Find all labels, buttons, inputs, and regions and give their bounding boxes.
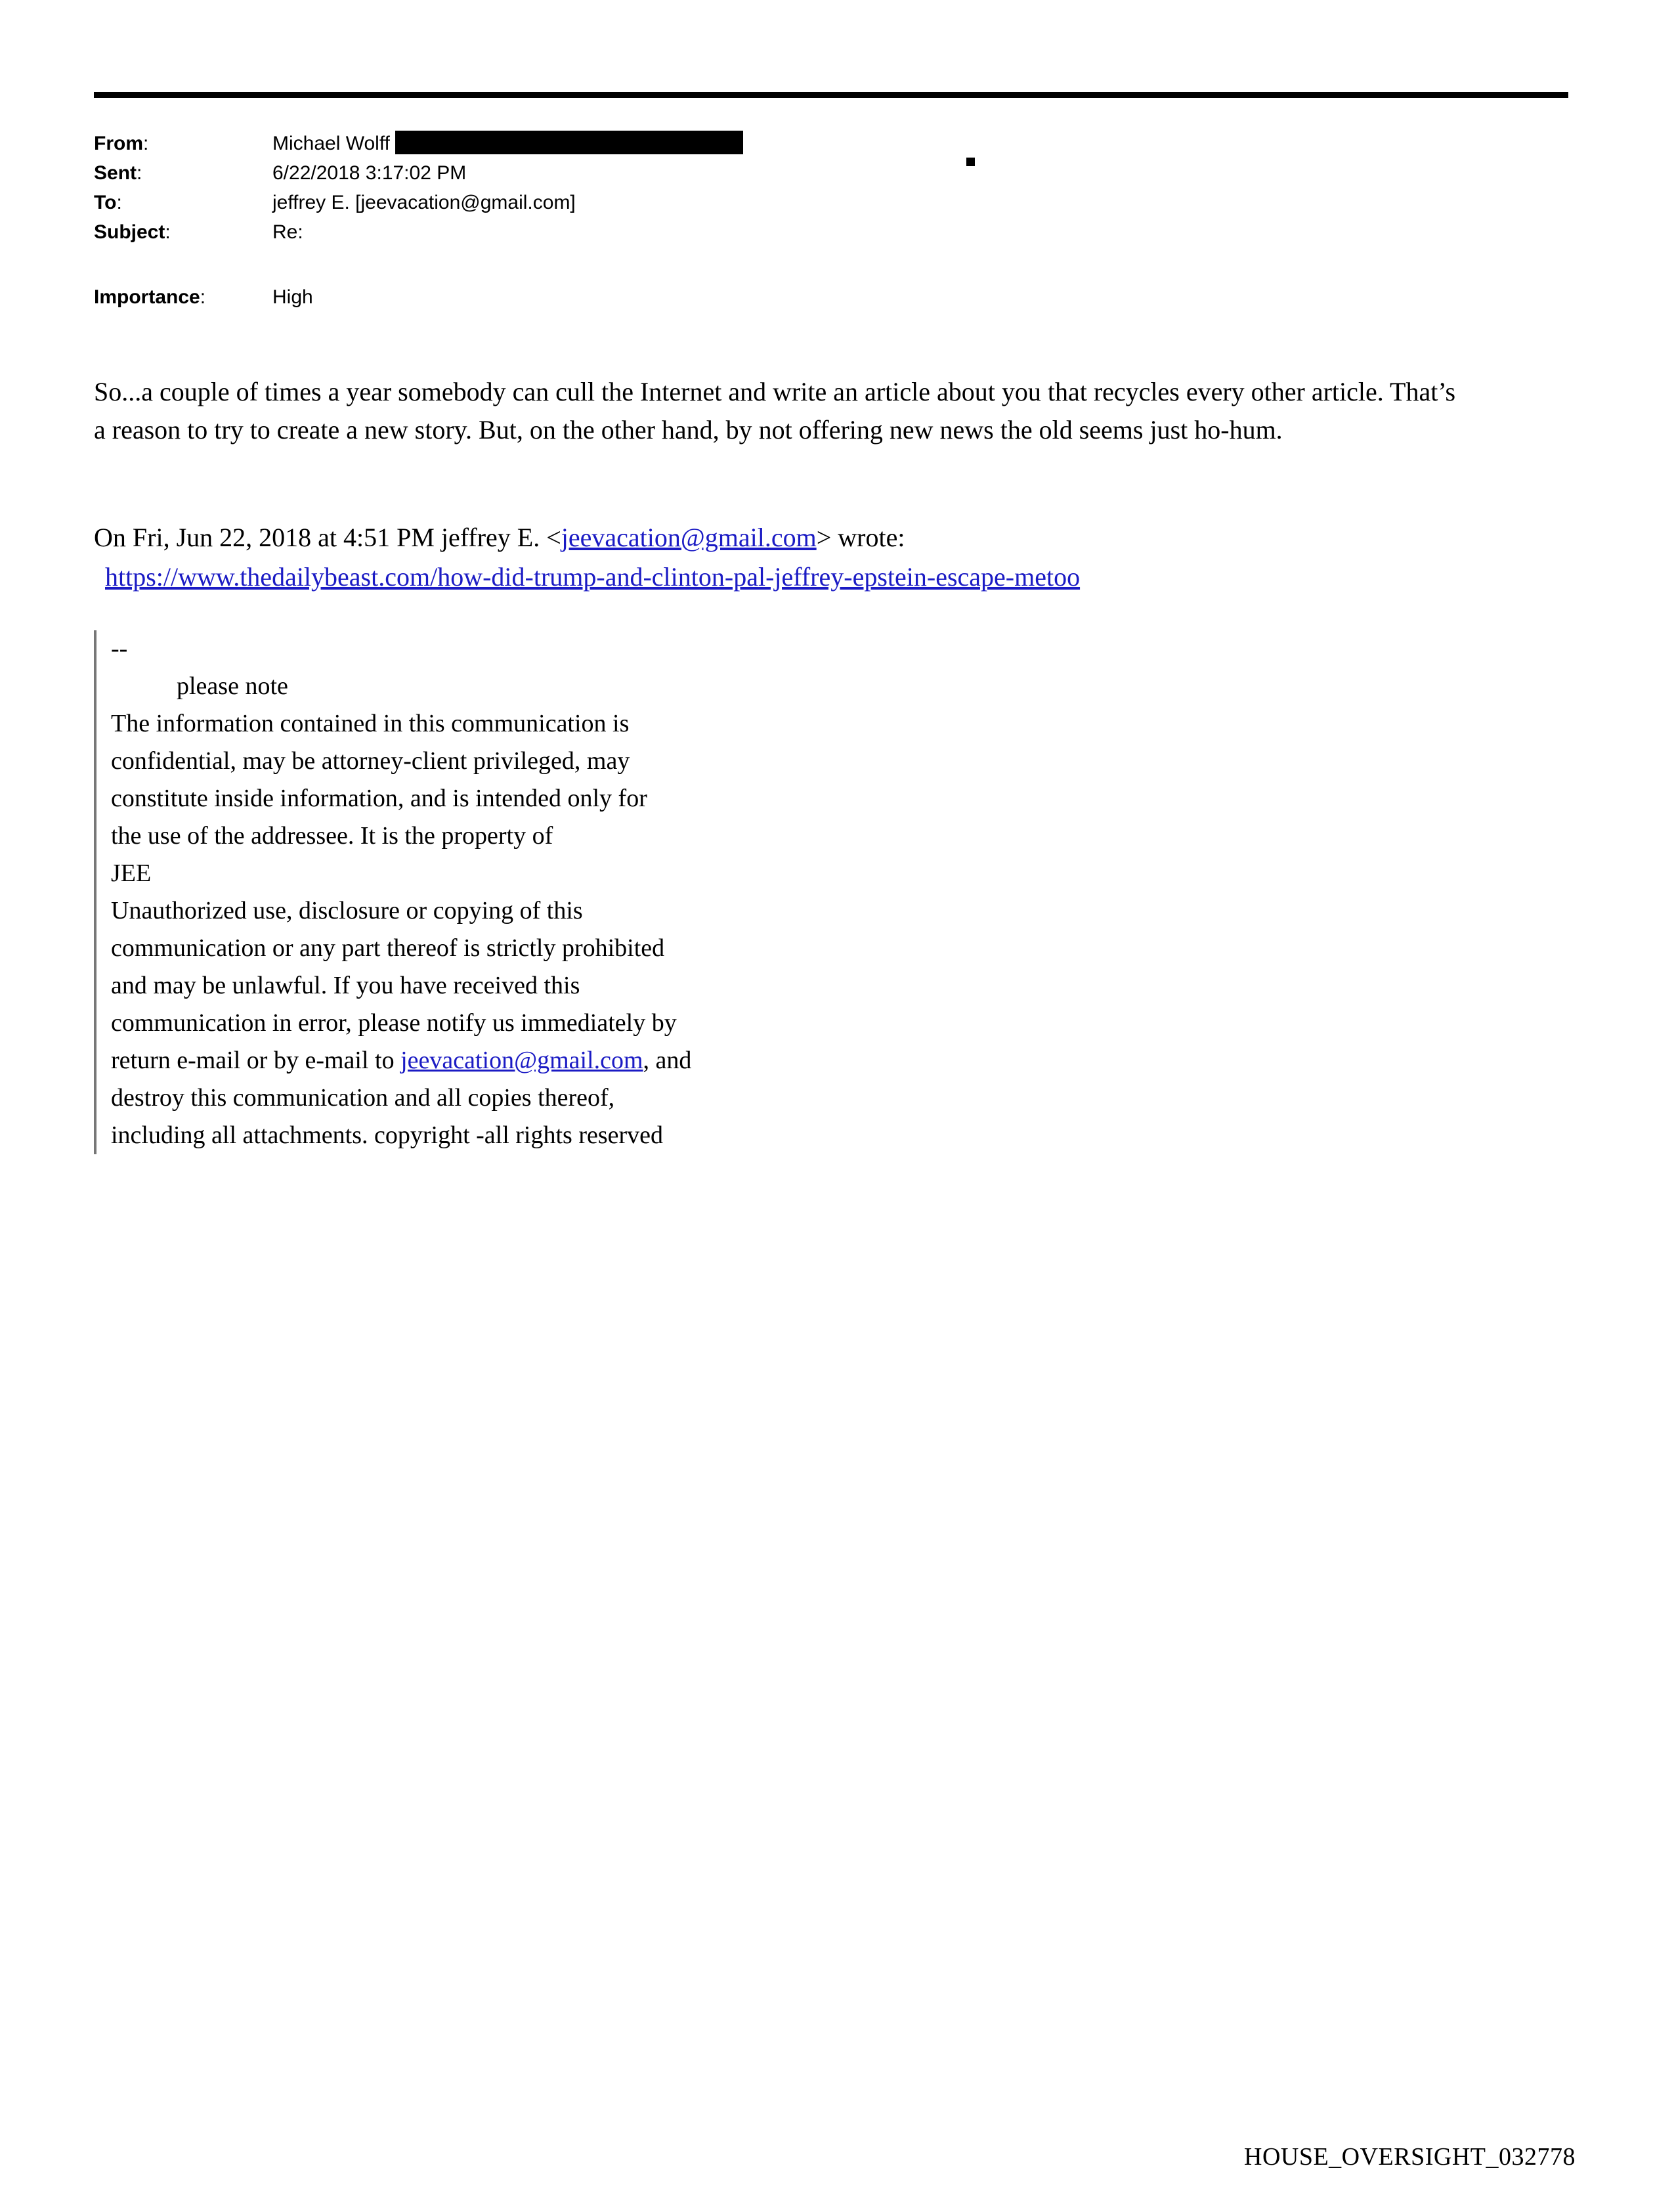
signature-line: destroy this communication and all copies thereof,: [111, 1084, 615, 1112]
signature-email-link[interactable]: jeevacation@gmail.com: [400, 1047, 643, 1074]
header-label-from: From:: [94, 133, 149, 154]
header-row-subject: [94, 217, 1407, 247]
header-row-from: [94, 129, 1407, 158]
signature-line: and may be unlawful. If you have received this: [111, 972, 580, 999]
bates-stamp: HOUSE_OVERSIGHT_032778: [1244, 2143, 1576, 2171]
signature-contact-line: [111, 1042, 932, 1079]
header-value-subject: Re:: [272, 221, 303, 243]
body-paragraph: So...a couple of times a year somebody can cull the Internet and write an article about you that recycles every other article. That’s a reason to try to create a new story. But, on the other hand, by not offering new news the old seems just ho-hum.: [94, 377, 1456, 445]
header-value-to: jeffrey E. [jeevacation@gmail.com]: [272, 192, 576, 213]
signature-line: the use of the addressee. It is the property of: [111, 822, 553, 850]
quoted-signature-block: [94, 630, 932, 1154]
header-value-from: Michael Wolff: [272, 129, 1407, 158]
signature-line: confidential, may be attorney-client privileged, may: [111, 747, 630, 775]
header-value-importance: High: [272, 286, 313, 308]
reply-suffix-text: > wrote:: [816, 523, 905, 552]
signature-contact-prefix: return e-mail or by e-mail to: [111, 1047, 401, 1074]
header-label-importance: Importance:: [94, 286, 206, 308]
quoted-url-line: [105, 558, 1080, 596]
signature-line: communication in error, please notify us immediately by: [111, 1009, 677, 1037]
email-header-block: [94, 129, 1407, 312]
signature-contact-suffix: , and: [643, 1047, 692, 1074]
header-value-sent: 6/22/2018 3:17:02 PM: [272, 162, 467, 184]
header-row-sent: [94, 158, 1407, 188]
stray-mark-icon: [966, 158, 975, 166]
reply-prefix-text: On Fri, Jun 22, 2018 at 4:51 PM jeffrey E. <: [94, 523, 561, 552]
signature-line: JEE: [111, 859, 152, 887]
header-label-to: To:: [94, 192, 122, 213]
signature-line: The information contained in this communication is: [111, 710, 630, 737]
signature-dashes: --: [111, 635, 128, 662]
daily-beast-article-link[interactable]: https://www.thedailybeast.com/how-did-trump-and-clinton-pal-jeffrey-epstein-escape-metoo: [105, 562, 1081, 592]
header-row-importance: [94, 282, 1407, 312]
reply-email-link[interactable]: jeevacation@gmail.com: [561, 523, 817, 552]
quoted-reply-attribution: [94, 519, 1505, 557]
header-divider-rule: [94, 92, 1568, 98]
signature-line: constitute inside information, and is intended only for: [111, 785, 647, 812]
header-label-subject: Subject:: [94, 221, 171, 243]
signature-line: including all attachments. copyright -all rights reserved: [111, 1121, 664, 1149]
email-body: [94, 373, 1472, 474]
header-label-sent: Sent:: [94, 162, 142, 184]
header-row-to: [94, 188, 1407, 217]
signature-line: Unauthorized use, disclosure or copying of this: [111, 897, 583, 924]
signature-line: communication or any part thereof is strictly prohibited: [111, 934, 665, 962]
header-spacer: [94, 247, 1407, 282]
signature-please-note: please note: [177, 672, 288, 700]
redaction-bar-from: [395, 131, 743, 154]
